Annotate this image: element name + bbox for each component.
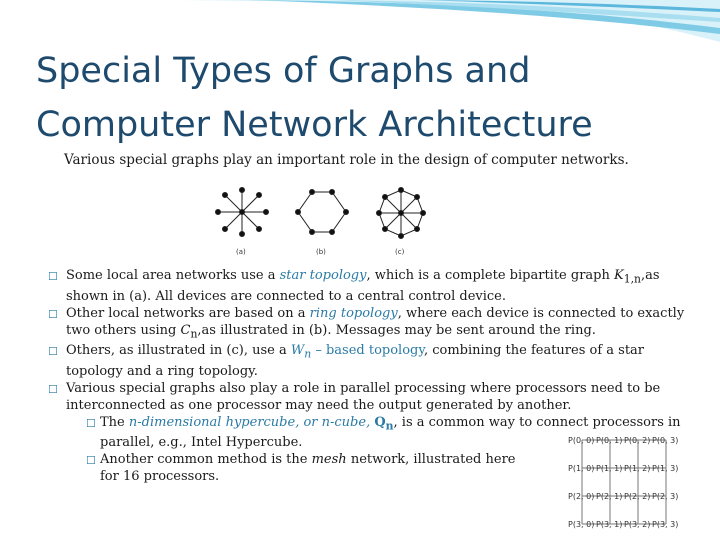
wheel-topology-figure [377, 188, 426, 239]
mesh-node-label: P(1, 2) [624, 464, 651, 473]
slide-title [36, 44, 676, 152]
mesh-node-label: P(2, 1) [596, 492, 623, 501]
bullet-marker-icon: ☐ [86, 454, 96, 468]
bullet-marker-icon: ☐ [86, 416, 96, 430]
mesh-node-label: P(0, 0) [568, 436, 595, 445]
slide-subtitle: Various special graphs play an important role in the design of computer networks. [64, 152, 629, 168]
bullet-item-wheel: ☐ Others, as illustrated in (c), use a $W_n$ – based topology, combining the features of a star topology and a ring topology. [48, 343, 645, 379]
mesh-node-label: P(0, 1) [596, 436, 623, 445]
mesh-node-label: P(0, 2) [624, 436, 651, 445]
mesh-node-label: P(2, 3) [652, 492, 679, 501]
mesh-node-label: P(1, 3) [652, 464, 679, 473]
slide-title-line-1: Special Types of Graphs and [36, 51, 531, 91]
mesh-node-label: P(2, 2) [624, 492, 651, 501]
bullet-marker-icon: ☐ [48, 307, 58, 321]
figure-label-a: (a) [236, 248, 246, 256]
mesh-node-label: P(0, 3) [652, 436, 679, 445]
mesh-node-label: P(3, 3) [652, 520, 679, 529]
star-topology-figure [216, 188, 269, 237]
bullet-item-ring: ☐ Other local networks are based on a ring topology, where each device is connected to exactly two others using $C_n,as$ illustrated in (b). Messages may be sent around the ring. [48, 305, 685, 341]
sub-bullet-mesh: ☐ Another common method is the mesh network, illustrated here for 16 processors. [86, 452, 516, 485]
mesh-node-label: P(1, 1) [596, 464, 623, 473]
mesh-node-label: P(3, 2) [624, 520, 651, 529]
mesh-node-label: P(3, 1) [596, 520, 623, 529]
mesh-network-diagram [562, 430, 692, 536]
bullet-marker-icon: ☐ [48, 270, 58, 283]
mesh-node-label: P(3, 0) [568, 520, 595, 529]
bullet-marker-icon: ☐ [48, 345, 58, 359]
topology-figures [208, 186, 428, 260]
mesh-node-label: P(1, 0) [568, 464, 595, 473]
bullet-marker-icon: ☐ [48, 382, 58, 396]
figure-label-b: (b) [316, 248, 326, 256]
mesh-node-label: P(2, 0) [568, 492, 595, 501]
sub-bullet-hypercube: ☐ The n-dimensional hypercube, or n-cube, $Q_n$, is a common way to connect processors in parallel, e.g., Intel Hypercube. [86, 414, 681, 451]
ring-topology-figure [296, 190, 349, 235]
bullet-item-parallel: ☐ Various special graphs also play a role in parallel processing where processors need to be interconnected as one processor may need the output generated by another. ☐ The n-dimensional hypercube, or n-cube, $Q_n$, is a common way to connect processors in parallel, e.g., Intel Hypercube. ☐ Another common method is the mesh network, illustrated here for 16 processors. [48, 380, 688, 486]
bullet-item-star: ☐ Some local area networks use a star topology, which is a complete bipartite graph $K_{1,n},as$ shown in (a). All devices are connected to a central control device. [48, 268, 660, 304]
decorative-wave-banner [0, 0, 720, 50]
slide-title-line-2: Computer Network Architecture [36, 105, 593, 145]
figure-label-c: (c) [395, 248, 405, 256]
